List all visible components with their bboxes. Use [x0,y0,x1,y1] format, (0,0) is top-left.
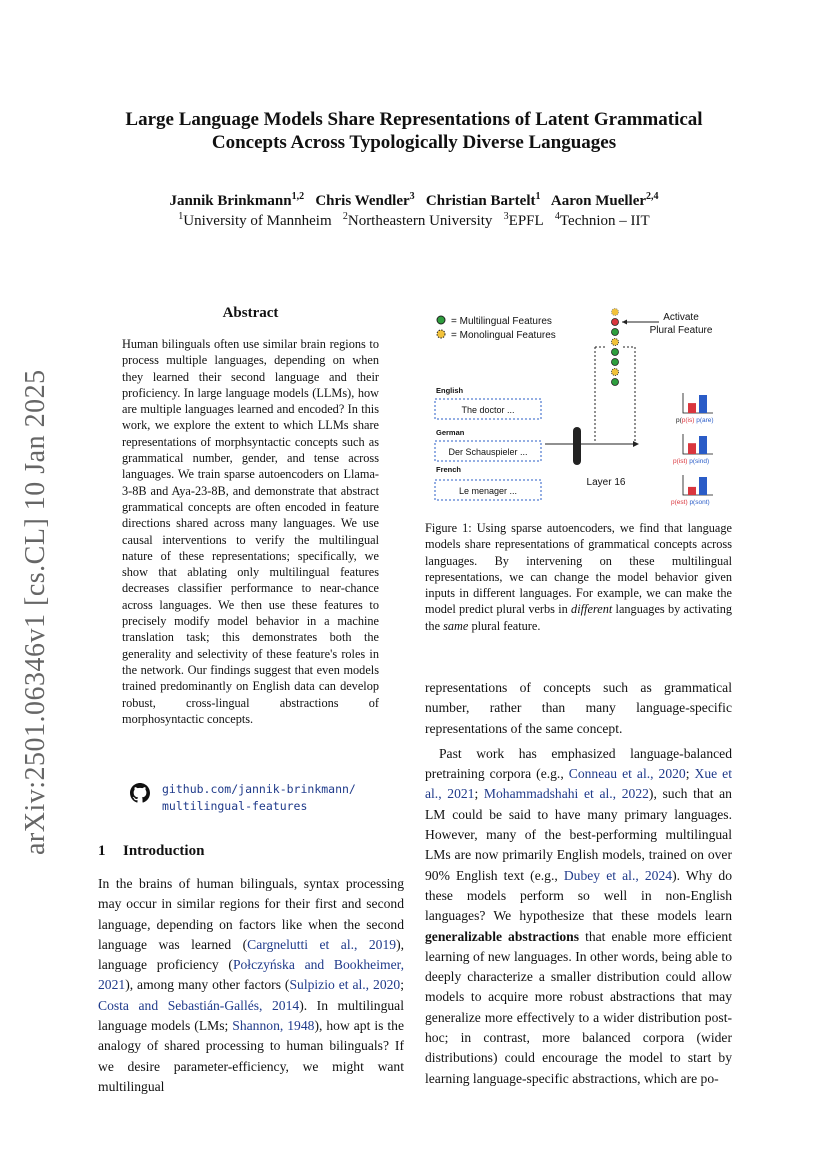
intro-right-column [425,678,732,1089]
body-text: In the brains of human bilinguals, syntax processing may occur in similar regions for their first and second language, depending on factors like when the second language was learned ( [98,876,404,952]
body-text: ; [474,786,484,802]
author-sup: 1 [535,191,541,202]
affil-sup: 2 [342,211,348,222]
paragraph [425,744,732,1089]
github-icon [130,783,150,803]
caption-emphasis: different [571,602,613,617]
body-text: ), language proficiency ( [98,936,404,973]
singular-prob-bar [688,487,696,495]
citation-link[interactable]: Cargnelutti et al., 2019 [247,936,397,952]
multilingual-feature-node [612,329,619,336]
body-text: ). In multilingual language models (LMs; [98,997,404,1034]
affiliation: University of Mannheim [183,213,332,229]
monolingual-feature-node [612,369,619,376]
layer-16-block [573,427,581,465]
figure-caption [425,520,732,634]
affil-sup: 1 [178,211,184,222]
abstract-text: Human bilinguals often use similar brain regions to process multiple languages, depending on when they learned their second language and their proficiency. In large language models (LLMs), how are multiple languages learned and encoded? In this work, we explore the extent to which LLMs share representations of morphsyntactic concepts such as grammatical number, gender, and tense across languages. We train sparse autoencoders on Llama-3-8B and Aya-23-8B, and demonstrate that abstract grammatical concepts are often encoded in feature directions shared across many languages. We use causal interventions to verify the multilingual nature of these representations; specifically, we show that ablating only multilingual features decreases classifier performance to near-chance across languages. We then use these features to precisely modify model behavior in a machine translation task; this demonstrates both the generality and selectivity of these feature's roles in the network. Our findings suggest that even models trained predominantly on English data can develop robust, cross-lingual abstractions of morphosyntactic concepts. [122,337,379,726]
bar-plot-german [683,434,713,454]
figure-diagram [425,303,732,515]
citation-link[interactable]: Mohammadshahi et al., 2022 [483,786,649,802]
intro-left-column [98,874,404,1097]
paragraph: representations of concepts such as grammatical number, rather than many language-specific representations of the same concept. [425,680,732,736]
singular-prob-bar [688,403,696,413]
body-text: ; [400,977,404,993]
author-list [60,191,768,211]
author-name: Chris Wendler [315,193,410,209]
author-sup: 1,2 [291,191,305,202]
section-number: 1 [98,843,106,859]
github-url-line: github.com/jannik-brinkmann/ [162,782,356,796]
section-title: Introduction [123,843,205,859]
legend-multilingual: = Multilingual Features [451,316,552,327]
input-text-english: The doctor ... [461,405,515,415]
singular-prob-bar [688,443,696,454]
layer-label: Layer 16 [586,477,626,488]
activated-feature-node [612,319,619,326]
citation-link[interactable]: Sulpizio et al., 2020 [289,977,401,993]
language-label-french: French [436,465,462,474]
citation-link[interactable]: Conneau et al., 2020 [568,766,686,782]
citation-link[interactable]: Xue et al., 2021 [425,766,732,802]
caption-emphasis: same [443,618,469,633]
bold-phrase: generalizable abstractions [425,928,580,944]
plural-prob-bar [699,477,707,495]
figure-1 [425,303,732,515]
affiliation: Northeastern University [347,213,493,229]
multilingual-feature-node [612,359,619,366]
body-text: ). Why do these models perform so well in non-English languages? We hypothesize that these models learn [425,867,732,924]
github-url [162,781,356,815]
body-text: ), among many other factors ( [125,977,290,993]
bar-plot-axis [683,475,713,495]
citation-link[interactable]: Shannon, 1948 [232,1018,315,1034]
arxiv-identifier: arXiv:2501.06346v1 [cs.CL] 10 Jan 2025 [20,369,51,855]
author-sup: 3 [409,191,415,202]
plural-prob-bar [699,436,707,454]
language-label-german: German [436,428,465,437]
caption-text: languages by activating the [425,602,732,633]
activate-label: Plural Feature [649,325,713,336]
prob-label: p(ist) p(sind) [673,458,710,465]
caption-text: Figure 1: Using sparse autoencoders, we find that language models share representations of grammatical concepts across languages. By intervening on these multilingual representations, we can change the model behavior given inputs in different languages. For example, we can make the model predict plural verbs in [425,521,732,617]
multilingual-feature-icon [437,316,445,324]
prob-label: p(p(is) p(are) [676,417,714,424]
monolingual-feature-node [612,339,619,346]
multilingual-feature-node [612,349,619,356]
affiliation: EPFL [508,213,544,229]
title-line: Large Language Models Share Representations of Latent Grammatical [125,109,703,130]
author-name: Christian Bartelt [425,193,536,209]
language-label-english: English [436,386,464,395]
monolingual-feature-node [612,309,619,316]
title-line: Concepts Across Typologically Diverse Languages [211,132,617,153]
activate-label: Activate [663,312,699,323]
body-text: ), such that an LM could be said to have many primary languages. However, many of the best-performing multilingual LMs are now primarily English models, trained on over 90% English text (e.g., [425,786,732,883]
monolingual-feature-icon [437,330,445,338]
prob-label: p(est) p(sont) [671,499,710,506]
caption-text: plural feature. [468,618,541,633]
bar-plot-axis [683,393,713,413]
paper-title [80,108,748,154]
legend-monolingual: = Monolingual Features [451,330,556,341]
citation-link[interactable]: Costa and Sebastián-Gallés, 2014 [98,997,300,1013]
body-text: ; [685,766,695,782]
body-text: that enable more efficient learning of new languages. In other words, being able to deeply characterize a smaller distribution could allow models to acquire more robust abstractions that may generalize more effectively to a wider distribution post-hoc; in contrast, more balanced corpora (wider distributions) could encourage the model to start by learning language-specific abstractions, which are po- [425,928,732,1086]
github-link[interactable] [130,781,390,817]
plural-prob-bar [699,395,707,413]
affiliation-list [60,211,768,231]
citation-link[interactable]: Połczyńska and Bookheimer, 2021 [98,957,404,993]
body-text: ), how apt is the analogy of shared processing to human bilinguals? If we desire parameter-efficiency, we might want multilingual [98,1018,405,1094]
input-text-german: Der Schauspieler ... [448,447,528,457]
citation-link[interactable]: Dubey et al., 2024 [563,867,673,883]
section-heading [98,843,204,860]
multilingual-feature-node [612,379,619,386]
author-name: Aaron Mueller [550,193,647,209]
abstract-heading: Abstract [222,305,279,321]
author-name: Jannik Brinkmann [169,193,292,209]
input-text-french: Le menager ... [458,486,518,496]
affil-sup: 4 [554,211,560,222]
github-url-line: multilingual-features [162,799,308,813]
affil-sup: 3 [503,211,509,222]
body-text: Past work has emphasized language-balanced pretraining corpora (e.g., [425,745,732,782]
bar-plot-axis [683,434,713,454]
author-sup: 2,4 [646,191,659,202]
affiliation: Technion – IIT [559,213,650,229]
bar-plot-french [683,475,713,495]
bar-plot-english [683,393,713,413]
